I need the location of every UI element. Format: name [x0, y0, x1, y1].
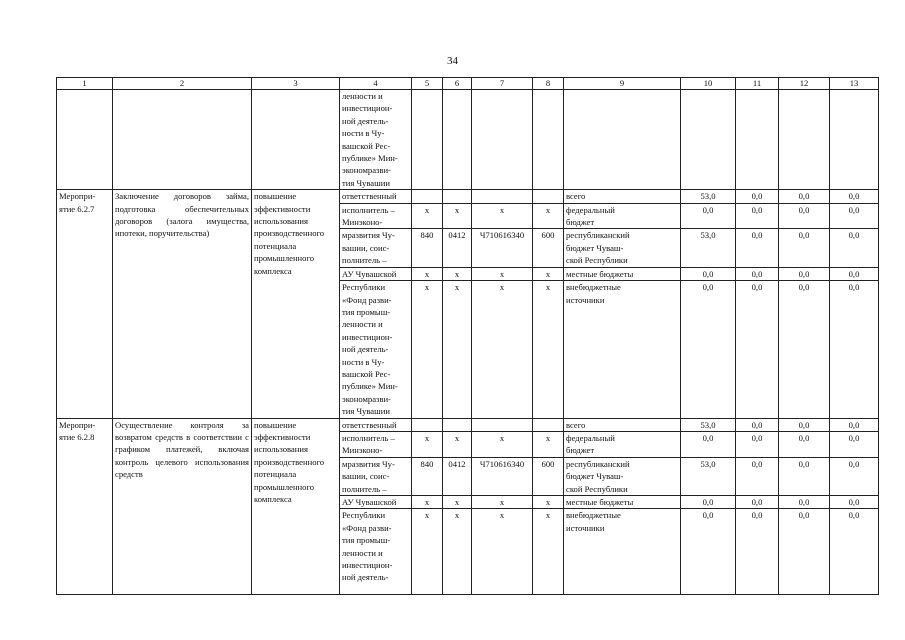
- amount-2027-cell: 0,0: [779, 431, 830, 457]
- funding-source-cell: республиканский бюджет Чуваш- ской Республики: [564, 457, 681, 495]
- target-article-cell: x: [472, 431, 533, 457]
- funding-source-cell: местные бюджеты: [564, 267, 681, 280]
- header-cell: 6: [443, 78, 472, 90]
- amount-2026-cell: 0,0: [736, 457, 779, 495]
- amount-2025-cell: 0,0: [681, 509, 736, 595]
- expense-type-cell: x: [533, 431, 564, 457]
- measure-goal: повышение эффективности использования производственного потенциала промышленного комплекса: [252, 418, 340, 595]
- empty-cell: [113, 90, 252, 190]
- budget-code-cell: x: [412, 509, 443, 595]
- amount-2025-cell: 0,0: [681, 267, 736, 280]
- funding-source-cell: местные бюджеты: [564, 496, 681, 509]
- header-cell: 3: [252, 78, 340, 90]
- funding-source-cell: республиканский бюджет Чуваш- ской Республики: [564, 229, 681, 267]
- executor-cell: Республики «Фонд разви- тия промыш- ленности и инвестицион- ной деятель-: [340, 509, 412, 595]
- budget-code-cell: x: [412, 496, 443, 509]
- executor-cell: мразвития Чу- вашии, соис- полнитель –: [340, 229, 412, 267]
- measure-description: Осуществление контроля за возвратом средств в соответствии с графиком платежей, включая контроль целевого использования средств: [113, 418, 252, 595]
- measure-goal: повышение эффективности использования производственного потенциала промышленного комплекса: [252, 190, 340, 418]
- empty-cell: [830, 90, 879, 190]
- amount-2028-cell: 0,0: [830, 267, 879, 280]
- target-article-cell: [472, 190, 533, 203]
- amount-2025-cell: 53,0: [681, 229, 736, 267]
- amount-2027-cell: 0,0: [779, 203, 830, 229]
- budget-code-cell: x: [412, 203, 443, 229]
- header-cell: 13: [830, 78, 879, 90]
- executor-cell: Республики «Фонд разви- тия промыш- ленности и инвестицион- ной деятель- ности в Чу- вашской Рес- публике» Мин- экономразви- тия Чувашии: [340, 281, 412, 418]
- budget-code-cell: 840: [412, 229, 443, 267]
- budget-code-cell: 840: [412, 457, 443, 495]
- funding-source-cell: внебюджетные источники: [564, 509, 681, 595]
- funding-source-cell: всего: [564, 418, 681, 431]
- funding-source-cell: федеральный бюджет: [564, 431, 681, 457]
- empty-cell: [472, 90, 533, 190]
- measure-description: Заключение договоров займа, подготовка обеспечительных договоров (залога имущества, ипотеки, поручительства): [113, 190, 252, 418]
- target-article-cell: x: [472, 281, 533, 418]
- amount-2025-cell: 0,0: [681, 496, 736, 509]
- empty-cell: [252, 90, 340, 190]
- section-code-cell: [443, 190, 472, 203]
- amount-2026-cell: 0,0: [736, 418, 779, 431]
- amount-2026-cell: 0,0: [736, 203, 779, 229]
- empty-cell: [533, 90, 564, 190]
- measure-id: Меропри- ятие 6.2.7: [57, 190, 113, 418]
- expense-type-cell: x: [533, 281, 564, 418]
- amount-2027-cell: 0,0: [779, 418, 830, 431]
- amount-2027-cell: 0,0: [779, 229, 830, 267]
- header-row: [57, 78, 879, 90]
- header-cell: 7: [472, 78, 533, 90]
- header-cell: 12: [779, 78, 830, 90]
- target-article-cell: x: [472, 496, 533, 509]
- amount-2025-cell: 53,0: [681, 190, 736, 203]
- budget-code-cell: [412, 190, 443, 203]
- executor-cell: мразвития Чу- вашии, соис- полнитель –: [340, 457, 412, 495]
- header-cell: 9: [564, 78, 681, 90]
- amount-2028-cell: 0,0: [830, 496, 879, 509]
- amount-2028-cell: 0,0: [830, 431, 879, 457]
- executor-cell: ответственный: [340, 190, 412, 203]
- expense-type-cell: [533, 190, 564, 203]
- expense-type-cell: [533, 418, 564, 431]
- amount-2027-cell: 0,0: [779, 190, 830, 203]
- amount-2028-cell: 0,0: [830, 418, 879, 431]
- amount-2026-cell: 0,0: [736, 229, 779, 267]
- budget-code-cell: [412, 418, 443, 431]
- header-cell: 2: [113, 78, 252, 90]
- header-cell: 4: [340, 78, 412, 90]
- target-article-cell: x: [472, 509, 533, 595]
- section-code-cell: x: [443, 496, 472, 509]
- target-article-cell: x: [472, 203, 533, 229]
- amount-2027-cell: 0,0: [779, 281, 830, 418]
- empty-cell: [779, 90, 830, 190]
- amount-2027-cell: 0,0: [779, 457, 830, 495]
- section-code-cell: [443, 418, 472, 431]
- section-code-cell: 0412: [443, 457, 472, 495]
- executor-cell: ответственный: [340, 418, 412, 431]
- amount-2028-cell: 0,0: [830, 457, 879, 495]
- executor-continuation: ленности и инвестицион- ной деятель- ности в Чу- вашской Рес- публике» Мин- экономразви- тия Чувашии: [340, 90, 412, 190]
- amount-2025-cell: 53,0: [681, 418, 736, 431]
- funding-source-cell: всего: [564, 190, 681, 203]
- header-cell: 5: [412, 78, 443, 90]
- funding-source-cell: внебюджетные источники: [564, 281, 681, 418]
- amount-2026-cell: 0,0: [736, 509, 779, 595]
- page-number: 34: [447, 55, 458, 67]
- amount-2028-cell: 0,0: [830, 203, 879, 229]
- target-article-cell: x: [472, 267, 533, 280]
- expense-type-cell: x: [533, 203, 564, 229]
- amount-2028-cell: 0,0: [830, 190, 879, 203]
- amount-2025-cell: 0,0: [681, 203, 736, 229]
- executor-cell: АУ Чувашской: [340, 267, 412, 280]
- section-code-cell: 0412: [443, 229, 472, 267]
- header-cell: 8: [533, 78, 564, 90]
- expense-type-cell: x: [533, 509, 564, 595]
- amount-2025-cell: 0,0: [681, 281, 736, 418]
- amount-2028-cell: 0,0: [830, 509, 879, 595]
- expense-type-cell: x: [533, 496, 564, 509]
- executor-cell: исполнитель – Минэконо-: [340, 203, 412, 229]
- header-cell: 1: [57, 78, 113, 90]
- continuation-row: [57, 90, 879, 190]
- executor-cell: исполнитель – Минэконо-: [340, 431, 412, 457]
- table-body: [57, 78, 879, 595]
- amount-2026-cell: 0,0: [736, 281, 779, 418]
- amount-2025-cell: 53,0: [681, 457, 736, 495]
- empty-cell: [681, 90, 736, 190]
- empty-cell: [57, 90, 113, 190]
- amount-2026-cell: 0,0: [736, 431, 779, 457]
- target-article-cell: [472, 418, 533, 431]
- amount-2028-cell: 0,0: [830, 229, 879, 267]
- target-article-cell: Ч710616340: [472, 229, 533, 267]
- expense-type-cell: x: [533, 267, 564, 280]
- amount-2027-cell: 0,0: [779, 496, 830, 509]
- empty-cell: [412, 90, 443, 190]
- empty-cell: [564, 90, 681, 190]
- table-row: [57, 190, 879, 203]
- budget-code-cell: x: [412, 431, 443, 457]
- expense-type-cell: 600: [533, 229, 564, 267]
- amount-2028-cell: 0,0: [830, 281, 879, 418]
- amount-2027-cell: 0,0: [779, 509, 830, 595]
- measure-id: Меропри- ятие 6.2.8: [57, 418, 113, 595]
- funding-source-cell: федеральный бюджет: [564, 203, 681, 229]
- target-article-cell: Ч710616340: [472, 457, 533, 495]
- section-code-cell: x: [443, 267, 472, 280]
- header-cell: 10: [681, 78, 736, 90]
- budget-code-cell: x: [412, 281, 443, 418]
- section-code-cell: x: [443, 203, 472, 229]
- amount-2026-cell: 0,0: [736, 496, 779, 509]
- amount-2026-cell: 0,0: [736, 267, 779, 280]
- empty-cell: [736, 90, 779, 190]
- empty-cell: [443, 90, 472, 190]
- executor-cell: АУ Чувашской: [340, 496, 412, 509]
- table-row: [57, 418, 879, 431]
- header-cell: 11: [736, 78, 779, 90]
- amount-2026-cell: 0,0: [736, 190, 779, 203]
- amount-2027-cell: 0,0: [779, 267, 830, 280]
- program-table: [56, 77, 879, 595]
- expense-type-cell: 600: [533, 457, 564, 495]
- section-code-cell: x: [443, 509, 472, 595]
- amount-2025-cell: 0,0: [681, 431, 736, 457]
- section-code-cell: x: [443, 281, 472, 418]
- section-code-cell: x: [443, 431, 472, 457]
- budget-code-cell: x: [412, 267, 443, 280]
